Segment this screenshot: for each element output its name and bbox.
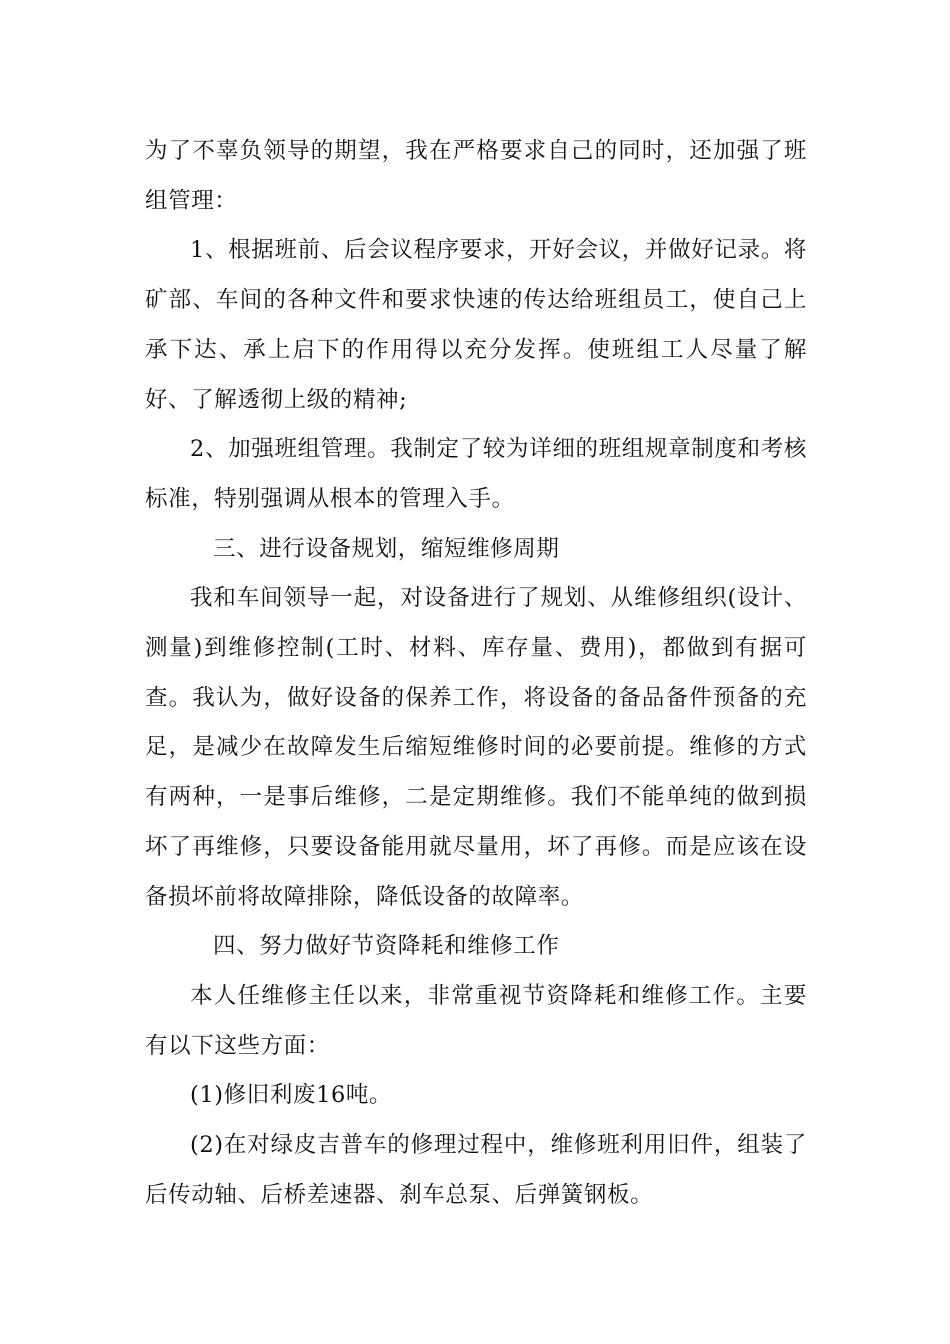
document-page xyxy=(145,127,807,1220)
paragraph-item-2: 2、加强班组管理。我制定了较为详细的班组规章制度和考核标准，特别强调从根本的管理入手。 xyxy=(145,436,807,512)
paragraph-cost-saving: 本人任维修主任以来，非常重视节资降耗和维修工作。主要有以下这些方面： xyxy=(145,982,807,1059)
paragraph-list-2: (2)在对绿皮吉普车的修理过程中，维修班利用旧件，组装了后传动轴、后桥差速器、刹车总泵、后弹簧钢板。 xyxy=(145,1132,807,1208)
paragraph-item-1: 1、根据班前、后会议程序要求，开好会议，并做好记录。将矿部、车间的各种文件和要求快速的传达给班组员工，使自己上承下达、承上启下的作用得以充分发挥。使班组工人尽量了解好、了解透彻上级的精神; xyxy=(145,237,807,413)
paragraph-list-1: (1)修旧利废16吨。 xyxy=(190,1082,393,1109)
section-heading-4: 四、努力做好节资降耗和维修工作 xyxy=(213,933,560,960)
paragraph-equipment-planning: 我和车间领导一起，对设备进行了规划、从维修组织(设计、测量)到维修控制(工时、材料、库存量、费用)，都做到有据可查。我认为，做好设备的保养工作，将设备的备品备件预备的充足，是减少在故障发生后缩短维修时间的必要前提。维修的方式有两种，一是事后维修，二是定期维修。我们不能单纯的做到损坏了再维修，只要设备能用就尽量用，坏了再修。而是应该在设备损坏前将故障排除，降低设备的故障率。 xyxy=(145,585,807,910)
section-heading-3: 三、进行设备规划，缩短维修周期 xyxy=(213,535,560,562)
paragraph-intro: 为了不辜负领导的期望，我在严格要求自己的同时，还加强了班组管理： xyxy=(145,138,807,214)
